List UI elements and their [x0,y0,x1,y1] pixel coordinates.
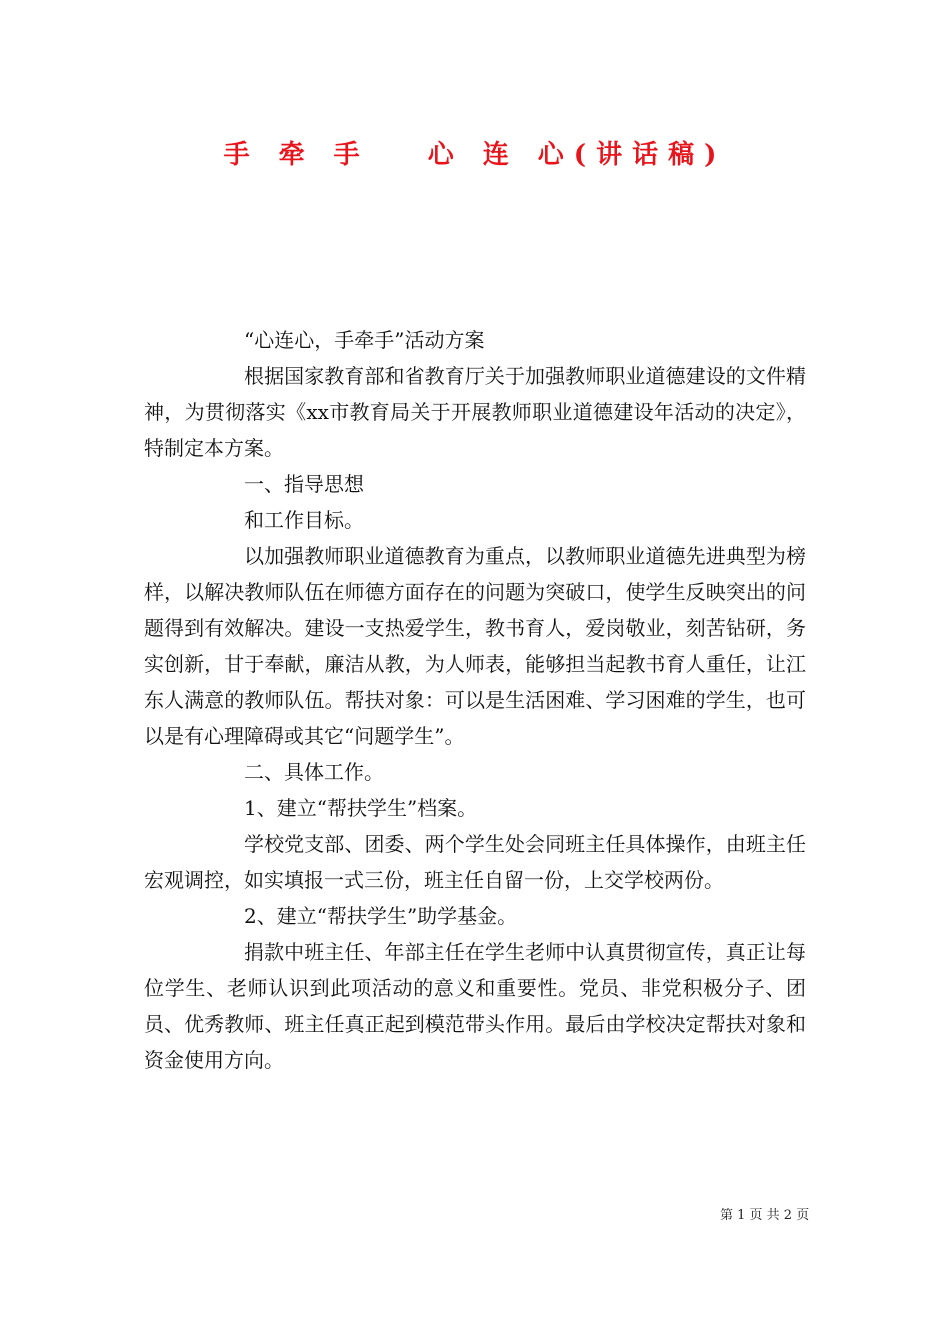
section-heading: 一、指导思想 [244,472,364,496]
paragraph: 以加强教师职业道德教育为重点，以教师职业道德先进典型为榜样，以解决教师队伍在师德方面存在的问题为突破口，使学生反映突出的问题得到有效解决。建设一支热爱学生，教书育人，爱岗敬业，刻苦钻研，务实创新，甘于奉献，廉洁从教，为人师表，能够担当起教书育人重任，让江东人满意的教师队伍。帮扶对象：可以是生活困难、学习困难的学生，也可以是有心理障碍或其它“问题学生”。 [144,544,806,748]
subsection-heading: 2、建立“帮扶学生”助学基金。 [244,904,518,928]
page-footer: 第 1 页 共 2 页 [720,1208,810,1223]
subsection-heading: 1、建立“帮扶学生”档案。 [244,796,478,820]
section-heading: 二、具体工作。 [244,760,384,784]
paragraph: 学校党支部、团委、两个学生处会同班主任具体操作，由班主任宏观调控，如实填报一式三份，班主任自留一份，上交学校两份。 [144,832,806,892]
document-title [0,134,950,171]
paragraph: 捐款中班主任、年部主任在学生老师中认真贯彻宣传，真正让每位学生、老师认识到此项活动的意义和重要性。党员、非党积极分子、团员、优秀教师、班主任真正起到模范带头作用。最后由学校决定帮扶对象和资金使用方向。 [144,940,806,1072]
document-body [144,322,806,1078]
title-right: 心 连 心(讲话稿) [427,140,727,170]
paragraph: 和工作目标。 [244,508,364,532]
paragraph-heading: “心连心，手牵手”活动方案 [244,328,485,352]
paragraph: 根据国家教育部和省教育厅关于加强教师职业道德建设的文件精神，为贯彻落实《xx市教育局关于开展教师职业道德建设年活动的决定》，特制定本方案。 [144,364,806,460]
title-left: 手 牵 手 [223,140,370,170]
